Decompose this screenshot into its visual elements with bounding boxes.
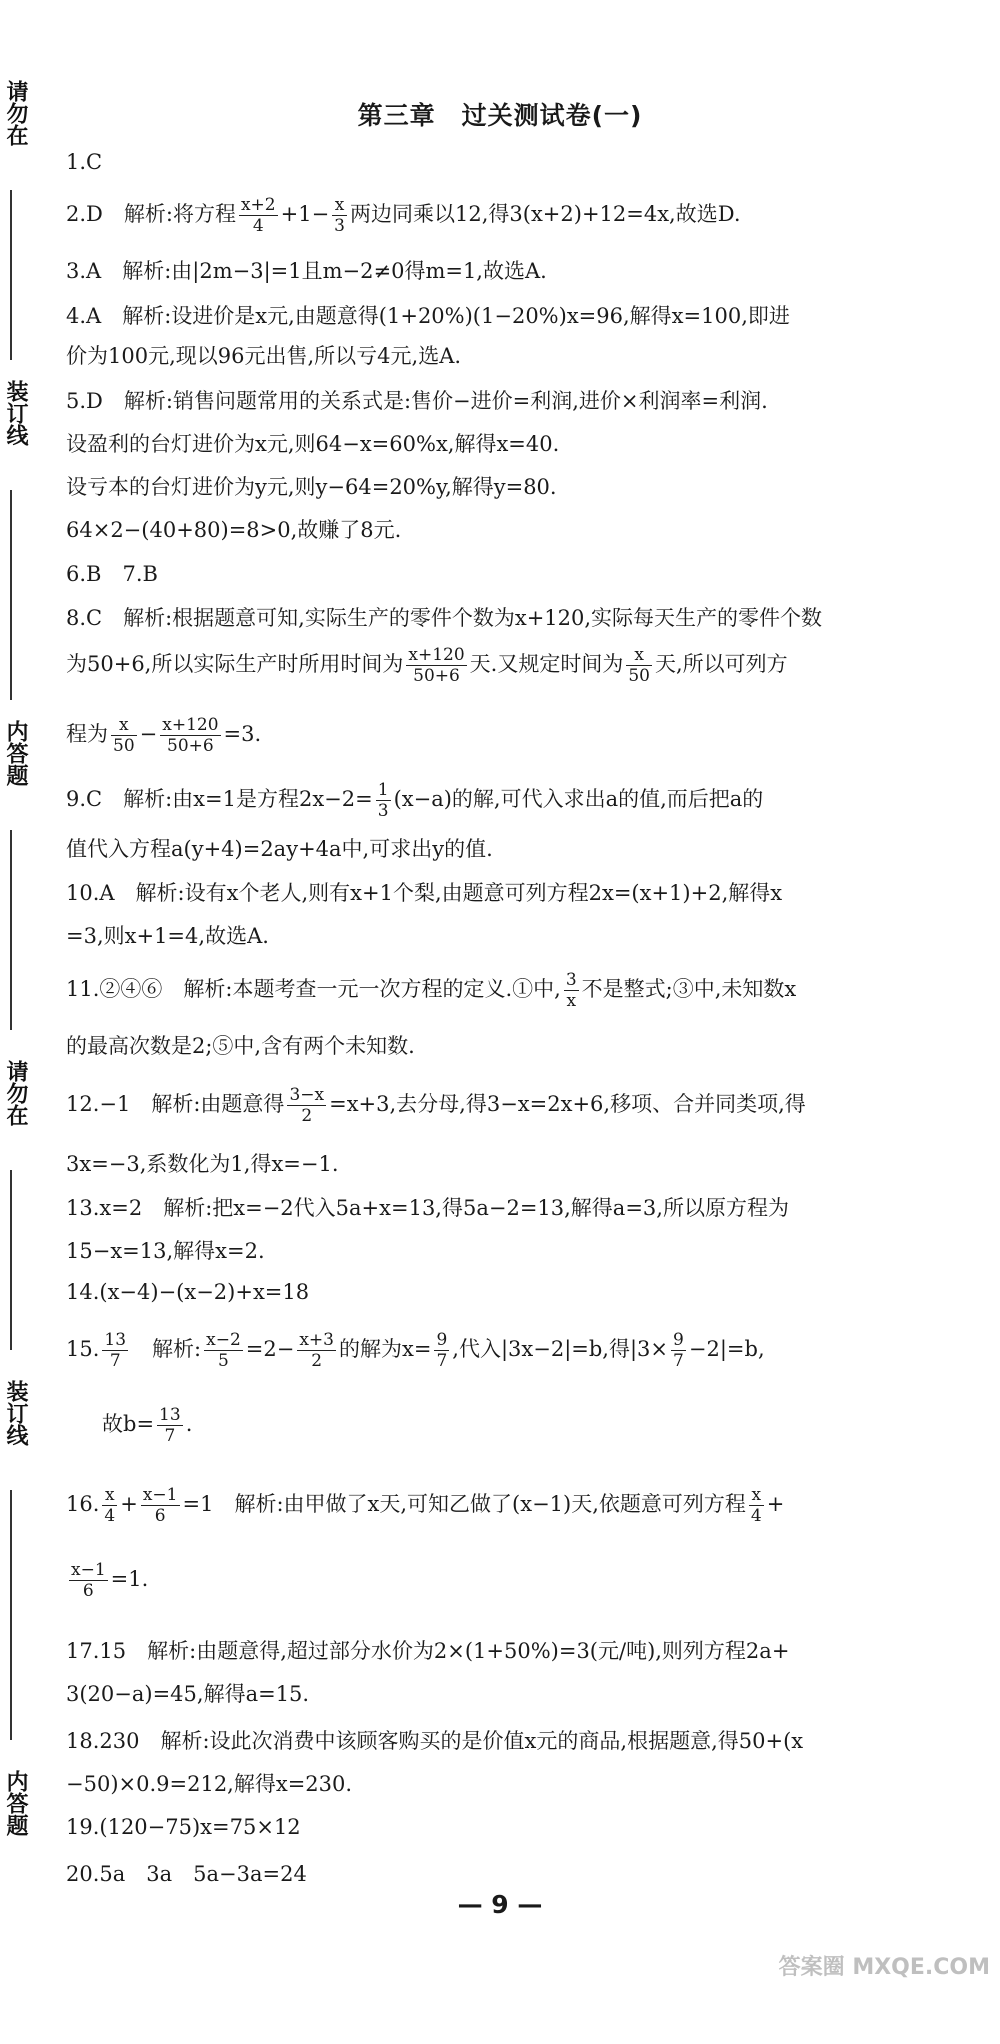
answer-5-line4: 64×2−(40+80)=8>0,故赚了8元. (66, 518, 402, 542)
answer-17-cont: 3(20−a)=45,解得a=15. (66, 1682, 310, 1706)
answer-2: 2.D 解析:将方程 $\frac{x+2}{4}$ +1− $\frac{x}{3}$ 两边同乘以12,得3(x+2)+12=4x,故选D. (66, 195, 741, 236)
answer-16-cont: $\frac{x-1}{6}$ =1. (71, 1560, 149, 1601)
answer-19: 19.(120−75)x=75×12 (66, 1815, 301, 1839)
answer-5-line3: 设亏本的台灯进价为y元,则y−64=20%y,解得y=80. (66, 475, 557, 499)
binding-text: 请勿在 (3, 1060, 28, 1126)
binding-line (10, 490, 12, 700)
answer-18: 18.230 解析:设此次消费中该顾客购买的是价值x元的商品,根据题意,得50+(x (66, 1729, 804, 1753)
answer-14: 14.(x−4)−(x−2)+x=18 (66, 1280, 310, 1304)
binding-margin (0, 0, 40, 2044)
binding-line (10, 1490, 12, 1740)
answer-11-cont: 的最高次数是2;⑤中,含有两个未知数. (66, 1034, 415, 1058)
binding-text: 请勿在 (3, 80, 28, 146)
answer-16: 16. $\frac{x}{4}$ + $\frac{x-1}{6}$ =1 解析:由甲做了x天,可知乙做了(x−1)天,依题意可列方程 $\frac{x}{4}$ + (66, 1485, 785, 1526)
answer-4-cont: 价为100元,现以96元出售,所以亏4元,选A. (66, 344, 462, 368)
page-title: 第三章 过关测试卷(一) (357, 101, 643, 130)
answer-10: 10.A 解析:设有x个老人,则有x+1个梨,由题意可列方程2x=(x+1)+2,解得x (66, 881, 783, 905)
answer-11: 11.②④⑥ 解析:本题考查一元一次方程的定义.①中, $\frac{3}{x}$ 不是整式;③中,未知数x (66, 970, 797, 1011)
answer-12-cont: 3x=−3,系数化为1,得x=−1. (66, 1152, 339, 1176)
answer-8-line3: 程为 $\frac{x}{50}$ − $\frac{x+120}{50+6}$ =3. (66, 715, 262, 756)
binding-line (10, 830, 12, 1030)
binding-text: 内答题 (3, 1770, 28, 1836)
answer-3: 3.A 解析:由|2m−3|=1且m−2≠0得m=1,故选A. (66, 259, 547, 283)
answer-1: 1.C (66, 150, 103, 174)
binding-text: 装订线 (3, 380, 28, 446)
answer-18-cont: −50)×0.9=212,解得x=230. (66, 1772, 353, 1796)
binding-text: 内答题 (3, 720, 28, 786)
answer-13: 13.x=2 解析:把x=−2代入5a+x=13,得5a−2=13,解得a=3,所以原方程为 (66, 1196, 789, 1220)
binding-line (10, 1170, 12, 1350)
answer-10-cont: =3,则x+1=4,故选A. (66, 924, 269, 948)
answer-8: 8.C 解析:根据题意可知,实际生产的零件个数为x+120,实际每天生产的零件个数 (66, 606, 823, 630)
answer-12: 12.−1 解析:由题意得 $\frac{3-x}{2}$ =x+3,去分母,得3−x=2x+6,移项、合并同类项,得 (66, 1085, 806, 1126)
watermark-logo: 答案圈 MXQE.COM (778, 1955, 990, 1980)
answer-9-cont: 值代入方程a(y+4)=2ay+4a中,可求出y的值. (66, 837, 493, 861)
answer-5-line2: 设盈利的台灯进价为x元,则64−x=60%x,解得x=40. (66, 432, 560, 456)
answer-17: 17.15 解析:由题意得,超过部分水价为2×(1+50%)=3(元/吨),则列方程2a+ (66, 1639, 790, 1663)
answer-15-cont: 故b= $\frac{13}{7}$ . (102, 1405, 193, 1446)
answer-6-7: 6.B 7.B (66, 562, 158, 586)
page-number: — 9 — (457, 1890, 543, 1919)
answer-9: 9.C 解析:由x=1是方程2x−2= $\frac{1}{3}$ (x−a)的解,可代入求出a的值,而后把a的 (66, 780, 764, 821)
answer-15: 15. $\frac{13}{7}$ 解析: $\frac{x-2}{5}$ =2− $\frac{x+3}{2}$ 的解为x= $\frac{9}{7}$ ,代入|3x−2|=b,得|3× $\frac{9}{7}$ −2|=b, (66, 1330, 765, 1371)
answer-4: 4.A 解析:设进价是x元,由题意得(1+20%)(1−20%)x=96,解得x=100,即进 (66, 304, 790, 328)
binding-line (10, 190, 12, 360)
answer-5: 5.D 解析:销售问题常用的关系式是:售价−进价=利润,进价×利润率=利润. (66, 389, 768, 413)
answer-13-cont: 15−x=13,解得x=2. (66, 1239, 265, 1263)
binding-text: 装订线 (3, 1380, 28, 1446)
answer-20: 20.5a 3a 5a−3a=24 (66, 1862, 307, 1886)
answer-8-line2: 为50+6,所以实际生产时所用时间为 $\frac{x+120}{50+6}$ 天.又规定时间为 $\frac{x}{50}$ 天,所以可列方 (66, 645, 788, 686)
